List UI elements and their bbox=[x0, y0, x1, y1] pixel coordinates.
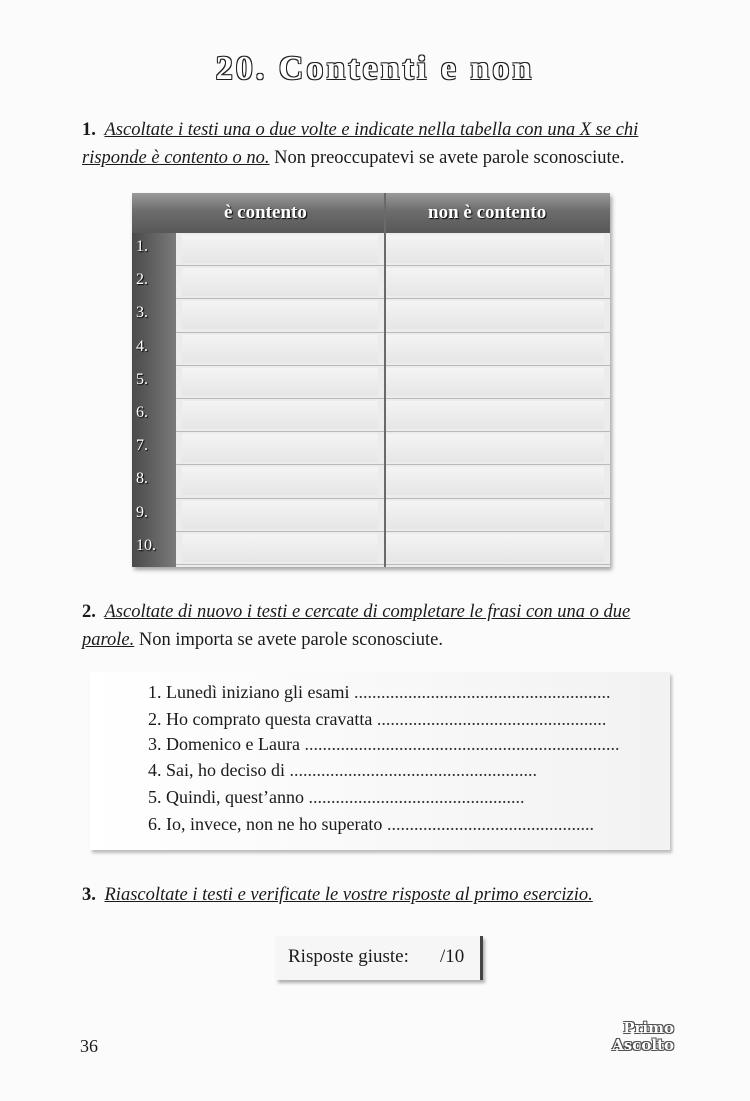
cell-non-contento[interactable] bbox=[386, 401, 604, 429]
table-row bbox=[136, 366, 610, 399]
column-header-non-contento: non è contento bbox=[428, 202, 547, 223]
sentence-item bbox=[148, 709, 606, 730]
exercise-1-instruction: Ascoltate i testi una o due volte e indicate nella tabella con una X se chi risponde è contento o no. bbox=[82, 120, 639, 168]
column-header-contento: è contento bbox=[224, 202, 307, 223]
cell-non-contento[interactable] bbox=[386, 235, 604, 263]
cell-non-contento[interactable] bbox=[386, 268, 604, 296]
table-row bbox=[136, 532, 610, 565]
page-title: 20. Contenti e non bbox=[215, 50, 535, 87]
cell-contento[interactable] bbox=[182, 268, 378, 296]
exercise-1 bbox=[82, 116, 682, 172]
fill-in-blank[interactable]: ....................................................... bbox=[289, 760, 537, 780]
cell-contento[interactable] bbox=[182, 434, 378, 462]
cell-non-contento[interactable] bbox=[386, 335, 604, 363]
row-number: 3. bbox=[136, 304, 148, 322]
table-row bbox=[136, 432, 610, 465]
row-number: 4. bbox=[136, 337, 148, 355]
cell-non-contento[interactable] bbox=[386, 534, 604, 562]
row-number: 7. bbox=[136, 437, 148, 455]
answer-table bbox=[132, 193, 610, 567]
cell-non-contento[interactable] bbox=[386, 301, 604, 329]
cell-contento[interactable] bbox=[182, 335, 378, 363]
sentence-item bbox=[148, 682, 610, 703]
row-number: 2. bbox=[136, 271, 148, 289]
exercise-2-number: 2. bbox=[82, 602, 96, 622]
sentence-text: 3. Domenico e Laura bbox=[148, 734, 300, 754]
cell-contento[interactable] bbox=[182, 401, 378, 429]
cell-contento[interactable] bbox=[182, 501, 378, 529]
sentence-text: 2. Ho comprato questa cravatta bbox=[148, 709, 373, 729]
row-number: 8. bbox=[136, 470, 148, 488]
table-rows bbox=[136, 233, 610, 565]
table-row bbox=[136, 299, 610, 332]
exercise-3-instruction: Riascoltate i testi e verificate le vostre risposte al primo esercizio. bbox=[104, 885, 593, 905]
sentence-item bbox=[148, 787, 524, 808]
sentence-box bbox=[90, 672, 670, 850]
cell-non-contento[interactable] bbox=[386, 434, 604, 462]
fill-in-blank[interactable]: ......................................................... bbox=[353, 682, 611, 702]
row-number: 1. bbox=[136, 238, 148, 255]
exercise-1-number: 1. bbox=[82, 120, 96, 140]
score-value[interactable]: /10 bbox=[440, 946, 465, 967]
exercise-3-number: 3. bbox=[82, 885, 96, 905]
cell-contento[interactable] bbox=[182, 368, 378, 396]
fill-in-blank[interactable]: ...................................................................... bbox=[304, 734, 620, 754]
logo-line-2: Ascolto bbox=[612, 1036, 674, 1054]
score-box bbox=[276, 936, 483, 980]
cell-non-contento[interactable] bbox=[386, 501, 604, 529]
cell-contento[interactable] bbox=[182, 534, 378, 562]
column-divider bbox=[384, 193, 386, 567]
row-number: 5. bbox=[136, 370, 148, 388]
row-number: 10. bbox=[136, 536, 156, 554]
exercise-2-note: Non importa se avete parole sconosciute. bbox=[138, 630, 443, 650]
series-logo bbox=[612, 1020, 674, 1054]
table-row bbox=[136, 499, 610, 532]
table-row bbox=[136, 233, 610, 266]
exercise-2-instruction: Ascoltate di nuovo i testi e cercate di completare le frasi con una o due parole. bbox=[82, 602, 631, 650]
sentence-item bbox=[148, 814, 594, 835]
table-row bbox=[136, 333, 610, 366]
table-header bbox=[132, 193, 610, 233]
cell-contento[interactable] bbox=[182, 301, 378, 329]
row-number: 6. bbox=[136, 403, 148, 421]
table-row bbox=[136, 399, 610, 432]
table-row bbox=[136, 266, 610, 299]
score-label: Risposte giuste: bbox=[288, 946, 409, 967]
page-number: 36 bbox=[80, 1036, 98, 1056]
exercise-2 bbox=[82, 598, 682, 654]
cell-contento[interactable] bbox=[182, 467, 378, 495]
sentence-text: 6. Io, invece, non ne ho superato bbox=[148, 814, 383, 834]
sentence-text: 1. Lunedì iniziano gli esami bbox=[148, 682, 350, 702]
cell-non-contento[interactable] bbox=[386, 368, 604, 396]
fill-in-blank[interactable]: ................................................... bbox=[376, 709, 607, 729]
sentence-item bbox=[148, 760, 537, 781]
fill-in-blank[interactable]: .............................................. bbox=[386, 814, 594, 834]
sentence-text: 5. Quindi, quest’anno bbox=[148, 787, 304, 807]
cell-non-contento[interactable] bbox=[386, 467, 604, 495]
fill-in-blank[interactable]: ................................................ bbox=[308, 787, 525, 807]
exercise-3 bbox=[82, 881, 682, 909]
row-number: 9. bbox=[136, 503, 148, 521]
logo-line-1: Primo bbox=[623, 1019, 674, 1037]
sentence-text: 4. Sai, ho deciso di bbox=[148, 760, 285, 780]
table-row bbox=[136, 465, 610, 498]
exercise-1-note: Non preoccupatevi se avete parole sconosciute. bbox=[274, 148, 625, 168]
sentence-item bbox=[148, 734, 619, 755]
cell-contento[interactable] bbox=[182, 235, 378, 263]
